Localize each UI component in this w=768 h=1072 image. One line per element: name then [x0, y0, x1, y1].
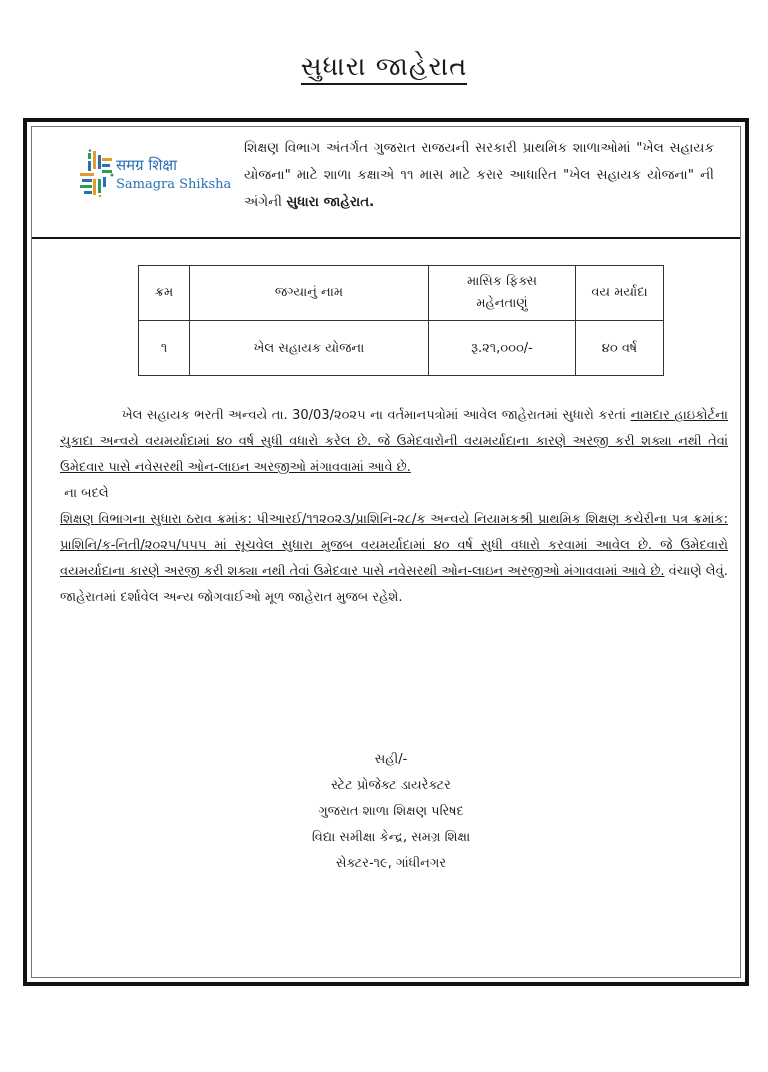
posts-table — [138, 265, 664, 376]
document-frame-inner — [31, 126, 741, 978]
samagra-shiksha-logo-icon — [80, 149, 114, 199]
signature-line-address: સેક્ટર-૧૯, ગાંધીનગર — [335, 856, 447, 871]
paragraph-original-underlined: નામદાર હાઇકોર્ટના ચુકાદા અન્વયે વયમર્યાદામાં ૪૦ વર્ષ સુધી વધારો કરેલ છે. જે ઉમેદવારોની વયમર્યાદાના કારણે અરજી કરી શક્યા નથી તેવાં ઉમેદવાર પાસે નવેસરથી ઓન-લાઇન અરજીઓ મંગાવવામાં આવે છે. — [60, 408, 728, 475]
signature-line-center: વિદ્યા સમીક્ષા કેન્દ્ર, સમગ્ર શિક્ષા — [311, 830, 471, 845]
instead-of-label — [60, 481, 728, 507]
table-row — [139, 321, 664, 376]
paragraph-revised-suffix: વંચાણે લેવું. — [668, 564, 728, 579]
cell-post: ખેલ સહાયક યોજના — [190, 321, 429, 376]
notice-title-text: સુધારા જાહેરાત — [301, 52, 468, 85]
table-header-row — [139, 266, 664, 321]
signature-line-designation: સ્ટેટ પ્રોજેક્ટ ડાયરેક્ટર — [331, 778, 451, 793]
logo-hindi-text: समग्र शिक्षा — [116, 156, 178, 174]
column-header-salary: માસિક ફિક્સ મહેનતાણું — [429, 266, 576, 321]
header-description-text: શિક્ષણ વિભાગ અંતર્ગત ગુજરાત રાજયની સરકારી પ્રાથમિક શાળાઓમાં "ખેલ સહાયક યોજના" માટે શાળા કક્ષાએ ૧૧ માસ માટે કરાર આધારિત "ખેલ સહાયક યોજના" ની અંગેની — [244, 140, 714, 210]
signature-line-signed: સહી/- — [374, 752, 408, 767]
column-header-age-limit: વય મર્યાદા — [576, 266, 664, 321]
paragraph-revised-underlined: શિક્ષણ વિભાગના સુધારા ઠરાવ ક્રમાંક: પીઆરઈ/૧૧૨૦૨૩/પ્રાશિનિ-૨૮/ક અન્વયે નિયામકશ્રી પ્રાથમિક શિક્ષણ કચેરીના પત્ર ક્રમાંક: પ્રાશિનિ/ક-નિતી/૨૦૨૫/૫૫૫ માં સૂચવેલ સુધારા મુજબ વયમર્યાદામાં ૪૦ વર્ષ સુધી વધારો કરવામાં આવેલ છે. જે ઉમેદવારો વયમર્યાદાના કારણે અરજી કરી શક્યા નથી તેવાં ઉમેદવાર પાસે નવેસરથી ઓન-લાઇન અરજીઓ મંગાવવામાં આવે છે. — [60, 512, 728, 579]
paragraph-original — [60, 403, 728, 481]
samagra-shiksha-logo — [80, 149, 250, 209]
paragraph-other-provisions: જાહેરાતમાં દર્શાવેલ અન્ય જોગવાઈઓ મૂળ જાહેરાત મુજબ રહેશે. — [60, 590, 403, 605]
document-frame — [23, 118, 749, 986]
paragraph-original-lead: ખેલ સહાયક ભરતી અન્વયે તા. 30/03/૨૦૨૫ ના વર્તમાનપત્રોમાં આવેલ જાહેરાતમાં સુધારો કરતાં — [122, 408, 627, 423]
cell-salary: રૂ.૨૧,૦૦૦/- — [429, 321, 576, 376]
cell-age-limit: ૪૦ વર્ષ — [576, 321, 664, 376]
notice-title — [0, 52, 768, 83]
notice-body — [60, 403, 728, 611]
header-box — [32, 127, 740, 239]
instead-of-text: ના બદલે — [64, 486, 109, 501]
header-description — [244, 135, 714, 216]
signature-line-organization: ગુજરાત શાળા શિક્ષણ પરિષદ — [318, 804, 464, 819]
paragraph-revised — [60, 507, 728, 585]
logo-english-text: Samagra Shiksha — [116, 177, 232, 192]
cell-sr: ૧ — [139, 321, 190, 376]
header-description-bold: સુધારા જાહેરાત. — [286, 194, 375, 210]
signature-block — [32, 747, 750, 877]
column-header-sr: ક્રમ — [139, 266, 190, 321]
column-header-post: જગ્યાનું નામ — [190, 266, 429, 321]
